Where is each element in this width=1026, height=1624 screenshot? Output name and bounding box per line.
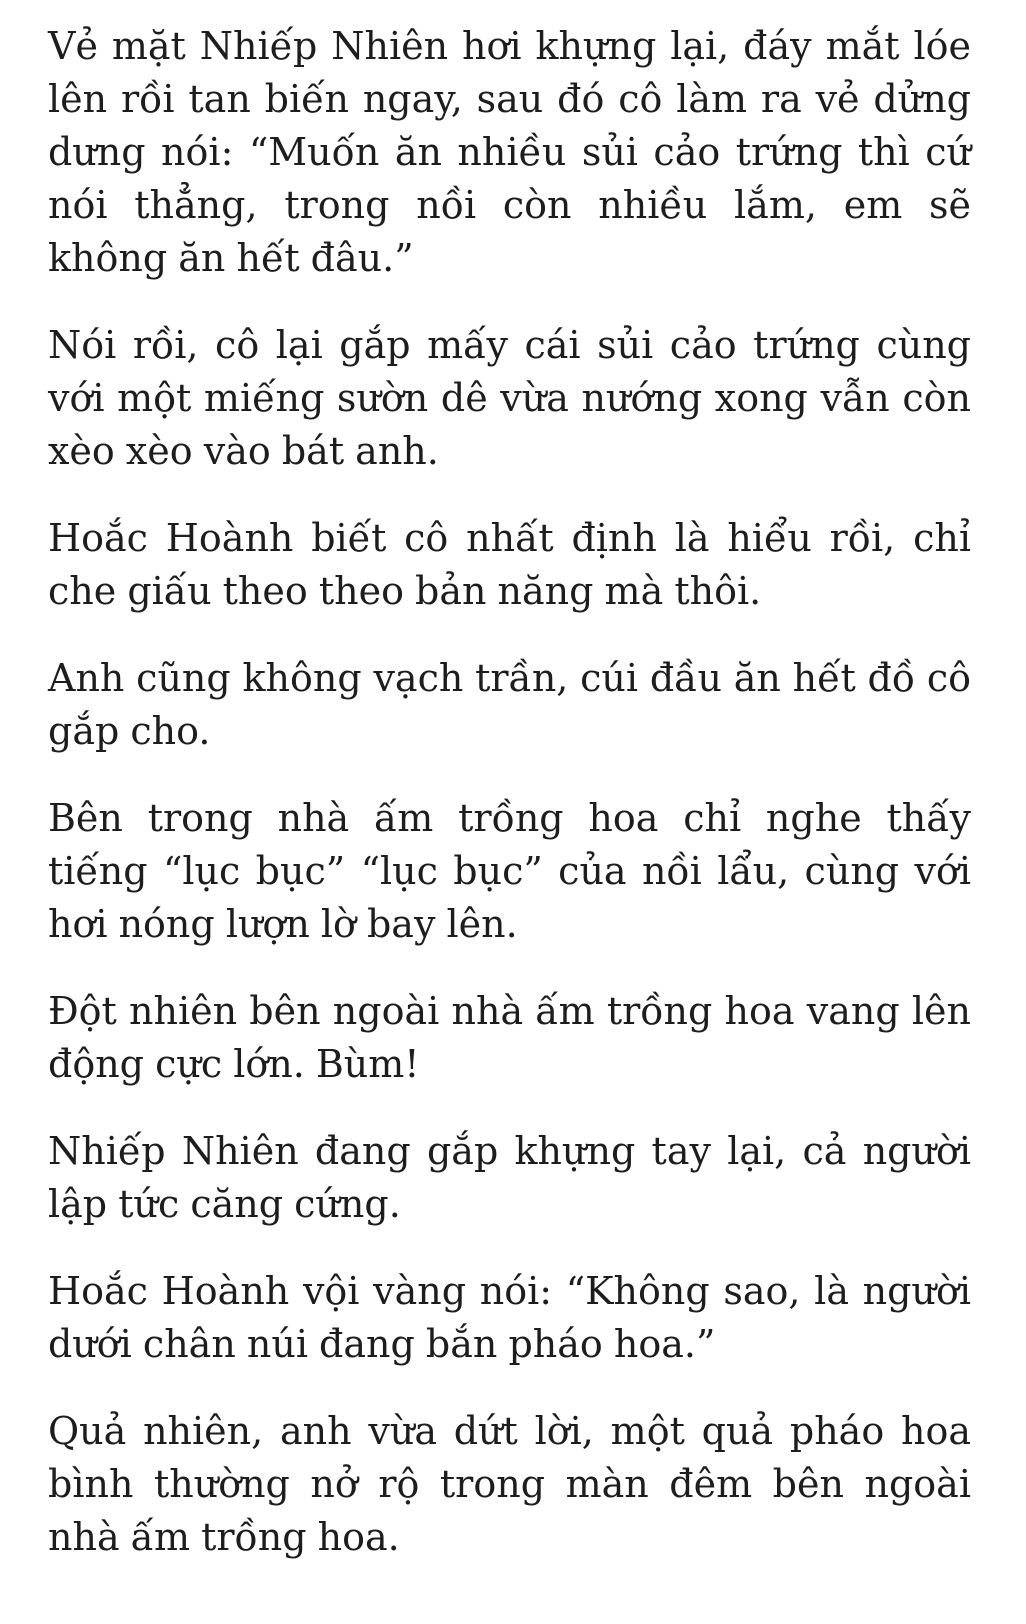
paragraph: Đột nhiên bên ngoài nhà ấm trồng hoa vang lên động cực lớn. Bùm! <box>48 989 971 1086</box>
paragraph: Bên trong nhà ấm trồng hoa chỉ nghe thấy tiếng “lục bục” “lục bục” của nồi lẩu, cùng với hơi nóng lượn lờ bay lên. <box>48 796 971 946</box>
paragraph: Nhiếp Nhiên đang gắp khựng tay lại, cả người lập tức căng cứng. <box>48 1129 971 1226</box>
paragraph: Hoắc Hoành biết cô nhất định là hiểu rồi, chỉ che giấu theo theo bản năng mà thôi. <box>48 516 971 613</box>
paragraph: Nói rồi, cô lại gắp mấy cái sủi cảo trứng cùng với một miếng sườn dê vừa nướng xong vẫn còn xèo xèo vào bát anh. <box>48 323 971 473</box>
paragraph: Hoắc Hoành vội vàng nói: “Không sao, là người dưới chân núi đang bắn pháo hoa.” <box>48 1269 971 1366</box>
paragraph: Anh cũng không vạch trần, cúi đầu ăn hết đồ cô gắp cho. <box>48 656 971 753</box>
paragraph: Vẻ mặt Nhiếp Nhiên hơi khựng lại, đáy mắt lóe lên rồi tan biến ngay, sau đó cô làm ra vẻ dửng dưng nói: “Muốn ăn nhiều sủi cảo trứng thì cứ nói thẳng, trong nồi còn nhiều lắm, em sẽ không ăn hết đâu.” <box>48 24 971 280</box>
paragraph: Quả nhiên, anh vừa dứt lời, một quả pháo hoa bình thường nở rộ trong màn đêm bên ngoài nhà ấm trồng hoa. <box>48 1409 971 1559</box>
